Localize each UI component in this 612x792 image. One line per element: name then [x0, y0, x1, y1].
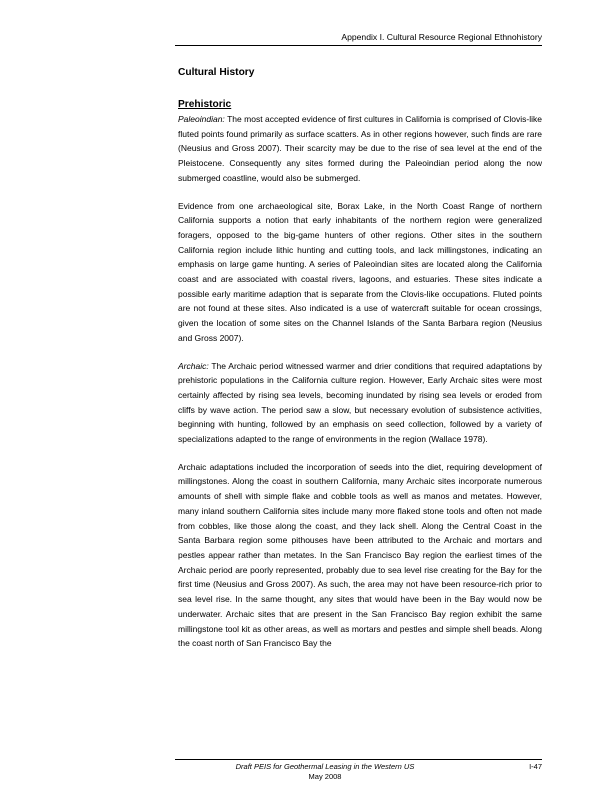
footer-divider — [175, 759, 542, 760]
paragraph-borax-lake: Evidence from one archaeological site, Borax Lake, in the North Coast Range of northern California supports a notion that early inhabitants of the northern region were generalized foragers, opposed to the big-game hunters of other regions. Other sites in the southern California region include lithic hunting and cutting tools, and lack millingstones, indicating an emphasis on large game hunting. A series of Paleoindian sites are located along the California coast and are associated with coastal rivers, lagoons, and estuaries. These sites indicate a possible early maritime adaption that is separate from the Clovis-like occupations. Fluted points are not found at these sites. Also indicated is a use of watercraft suitable for ocean crossings, given the location of some sites on the Channel Islands of the Santa Barbara region (Neusius and Gross 2007). — [178, 200, 542, 343]
paragraph-lead-archaic: Archaic: — [178, 360, 209, 371]
footer-date: May 2008 — [308, 772, 342, 781]
running-header: Appendix I. Cultural Resource Regional Ethnohistory — [341, 32, 542, 42]
paragraph-archaic-adaptations: Archaic adaptations included the incorporation of seeds into the diet, requiring development of millingstones. Along the coast in southern California, many Archaic sites incorporate numerous amounts of shell with simple flake and cobble tools as well as manos and metates. However, many inland southern California sites include many more flaked stone tools and often not made from cobbles, like those along the coast, and they lack shell. Along the Central Coast in the Santa Barbara region some pithouses have been attributed to the Archaic and mortars and pestles appear rather than metates. In the San Francisco Bay region the earliest times of the Archaic period are poorly represented, probably due to sea level rise creating for the Bay for the first time (Neusius and Gross 2007). As such, the area may not have been resource-rich prior to sea level rise. In the same thought, any sites that would have been in the Bay would now be underwater. Archaic sites that are present in the San Francisco Bay region exhibit the same millingstone tool kit as other areas, as well as mortars and pestles and simple shell beads. Along the coast north of San Francisco Bay the — [178, 461, 542, 649]
footer-document-title: Draft PEIS for Geothermal Leasing in the Western US — [235, 762, 415, 771]
paragraph-archaic — [178, 359, 542, 447]
paragraph-text-paleoindian: The most accepted evidence of first cultures in California is comprised of Clovis-like fluted points found primarily as surface scatters. As in other regions however, such finds are rare (Neusius and Gross 2007). Their scarcity may be due to the rise of sea level at the end of the Pleistocene. Consequently any sites formed during the Paleoindian period along the now submerged coastline, would also be submerged. — [178, 114, 542, 183]
paragraph-text-archaic: The Archaic period witnessed warmer and drier conditions that required adaptations by prehistoric populations in the California culture region. However, Early Archaic sites were most certainly affected by rising sea levels, becoming inundated by rising sea levels or eroded from cliffs by wave action. The period saw a slow, but necessary evolution of subsistence activities, beginning with hunting, followed by an emphasis on seed collection, followed by a variety of specializations adapted to the range of environments in the region (Wallace 1978). — [178, 360, 542, 445]
paragraph-paleoindian — [178, 112, 542, 186]
subsection-title: Prehistoric — [178, 99, 232, 110]
paragraph-lead-paleoindian: Paleoindian: — [178, 114, 225, 124]
footer-page-number: I-47 — [529, 762, 542, 771]
section-title: Cultural History — [178, 67, 255, 78]
header-divider — [175, 45, 542, 46]
page-body — [178, 66, 542, 664]
